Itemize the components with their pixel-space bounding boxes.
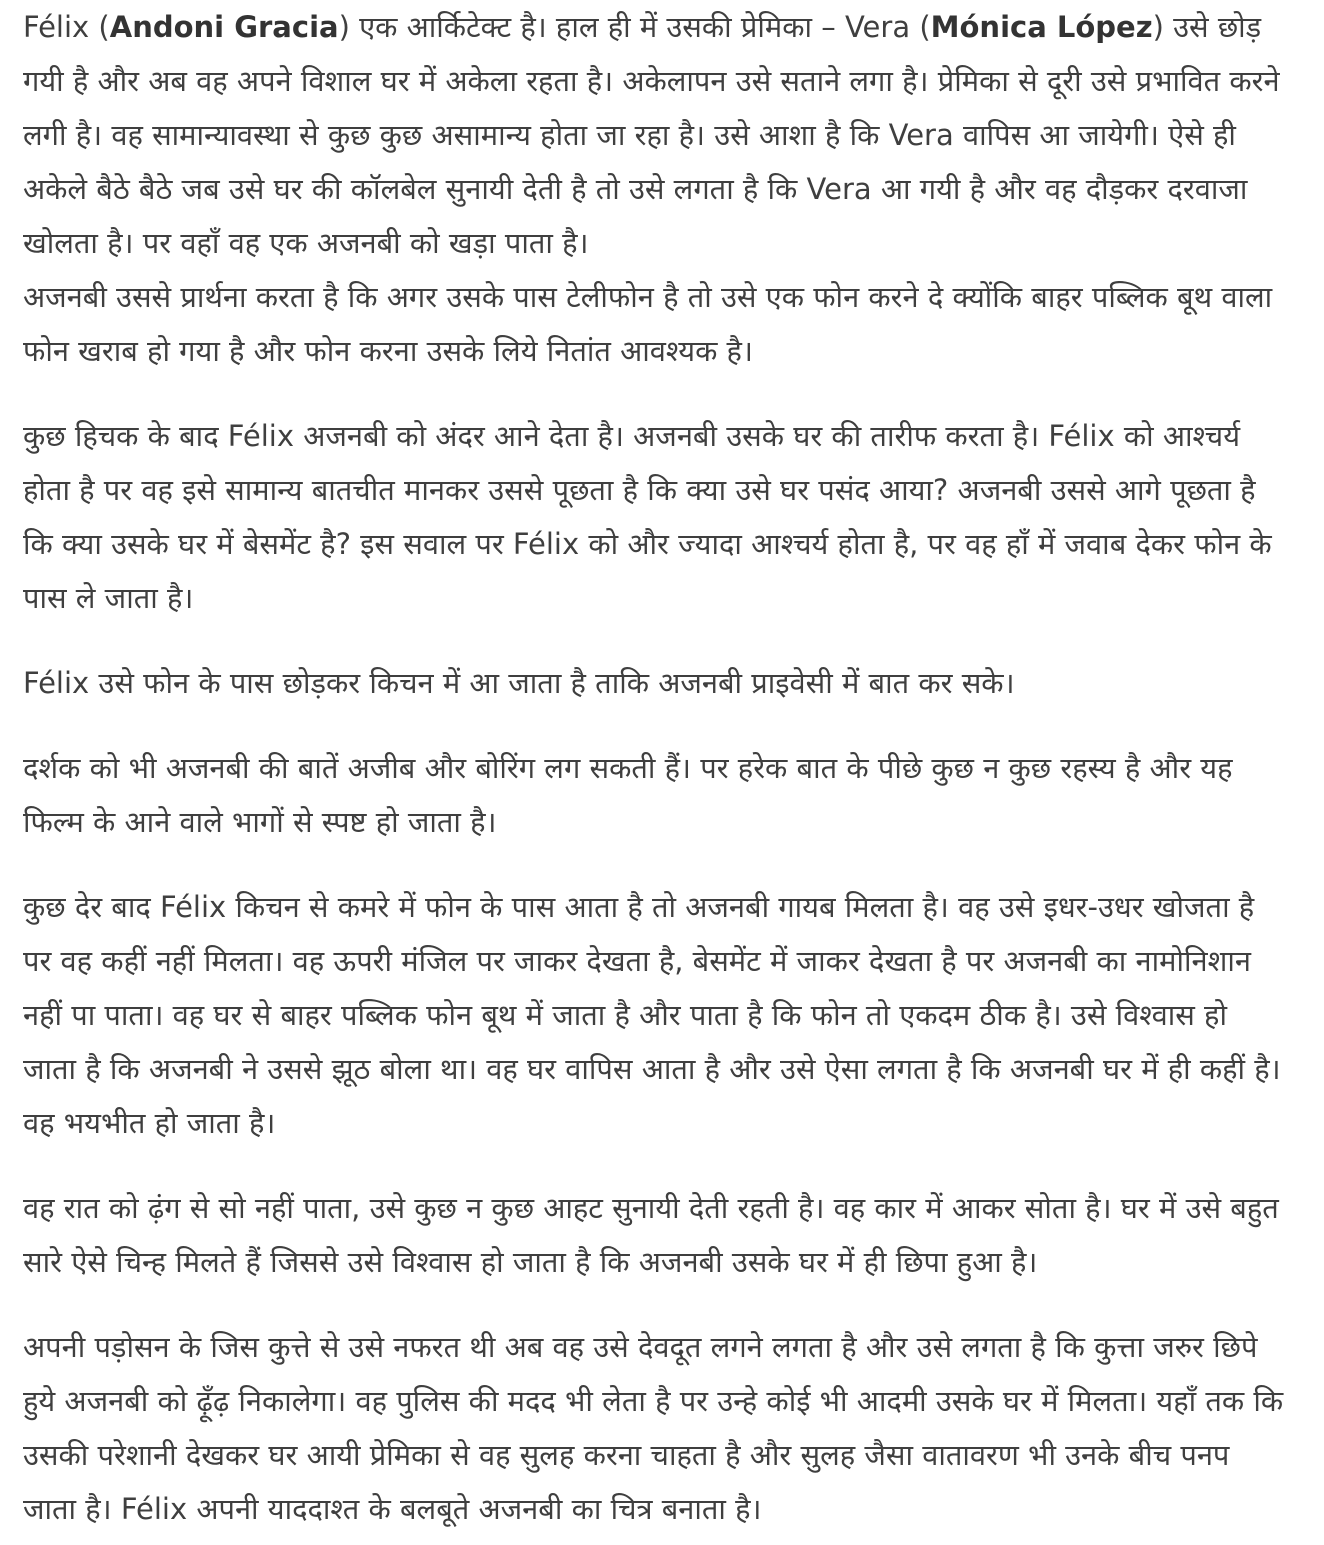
paragraph-stranger-request: अजनबी उससे प्रार्थना करता है कि अगर उसके पास टेलीफोन है तो उसे एक फोन करने दे क्योंकि बाहर पब्लिक बूथ वाला फोन खराब हो गया है और फोन करना उसके लिये नितांत आवश्यक है। (23, 280, 1273, 368)
paragraph-intro-text-2: ) एक आर्किटेक्ट है। हाल ही में उसकी प्रेमिका – Vera ( (338, 10, 931, 44)
paragraph-kitchen: Félix उसे फोन के पास छोड़कर किचन में आ जाता है ताकि अजनबी प्राइवेसी में बात कर सके। (23, 666, 1015, 700)
paragraph-stranger-missing: कुछ देर बाद Félix किचन से कमरे में फोन के पास आता है तो अजनबी गायब मिलता है। वह उसे इधर-उधर खोजता है पर वह कहीं नहीं मिलता। वह ऊपरी मंजिल पर जाकर देखता है, बेसमेंट में जाकर देखता है पर अजनबी का नामोनिशान नहीं पा पाता। वह घर से बाहर पब्लिक फोन बूथ में जाता है और पाता है कि फोन तो एकदम ठीक है। उसे विश्वास हो जाता है कि अजनबी ने उससे झूठ बोला था। वह घर वापिस आता है और उसे ऐसा लगता है कि अजनबी घर में ही कहीं है। वह भयभीत हो जाता है। (23, 890, 1281, 1140)
paragraph-stranger-enters: कुछ हिचक के बाद Félix अजनबी को अंदर आने देता है। अजनबी उसके घर की तारीफ करता है। Félix को आश्चर्य होता है पर वह इसे सामान्य बातचीत मानकर उससे पूछता है कि क्या उसे घर पसंद आया? अजनबी उससे आगे पूछता है कि क्या उसके घर में बेसमेंट है? इस सवाल पर Félix को और ज्यादा आश्चर्य होता है, पर वह हाँ में जवाब देकर फोन के पास ले जाता है। (23, 419, 1272, 615)
paragraph-viewer-note: दर्शक को भी अजनबी की बातें अजीब और बोरिंग लग सकती हैं। पर हरेक बात के पीछे कुछ न कुछ रहस्य है और यह फिल्म के आने वाले भागों से स्पष्ट हो जाता है। (23, 751, 1233, 839)
actor-name-monica-lopez: Mónica López (930, 10, 1153, 44)
actor-name-andoni-gracia: Andoni Gracia (109, 10, 339, 44)
paragraph-neighbour-dog: अपनी पड़ोसन के जिस कुत्ते से उसे नफरत थी अब वह उसे देवदूत लगने लगता है और उसे लगता है कि कुत्ता जरुर छिपे हुये अजनबी को ढ़ूँढ़ निकालेगा। वह पुलिस की मदद भी लेता है पर उन्हे कोई भी आदमी उसके घर में मिलता। यहाँ तक कि उसकी परेशानी देखकर घर आयी प्रेमिका से वह सुलह करना चाहता है और सुलह जैसा वातावरण भी उनके बीच पनप जाता है। Félix अपनी याददाश्त के बलबूते अजनबी का चित्र बनाता है। (23, 1330, 1284, 1526)
paragraph-intro-text-3: ) उसे छोड़ गयी है और अब वह अपने विशाल घर में अकेला रहता है। अकेलापन उसे सताने लगा है। प्रेमिका से दूरी उसे प्रभावित करने लगी है। वह सामान्यावस्था से कुछ कुछ असामान्य होता जा रहा है। उसे आशा है कि Vera वापिस आ जायेगी। ऐसे ही अकेले बैठे बैठे जब उसे घर की कॉलबेल सुनायी देती है तो उसे लगता है कि Vera आ गयी है और वह दौड़कर दरवाजा खोलता है। पर वहाँ वह एक अजनबी को खड़ा पाता है। (23, 10, 1280, 260)
paragraph-sleepless: वह रात को ढ़ंग से सो नहीं पाता, उसे कुछ न कुछ आहट सुनायी देती रहती है। वह कार में आकर सोता है। घर में उसे बहुत सारे ऐसे चिन्ह मिलते हैं जिससे उसे विश्वास हो जाता है कि अजनबी उसके घर में ही छिपा हुआ है। (23, 1191, 1279, 1279)
paragraph-intro (23, 0, 1284, 270)
paragraph-intro-text-1: Félix ( (23, 10, 110, 44)
